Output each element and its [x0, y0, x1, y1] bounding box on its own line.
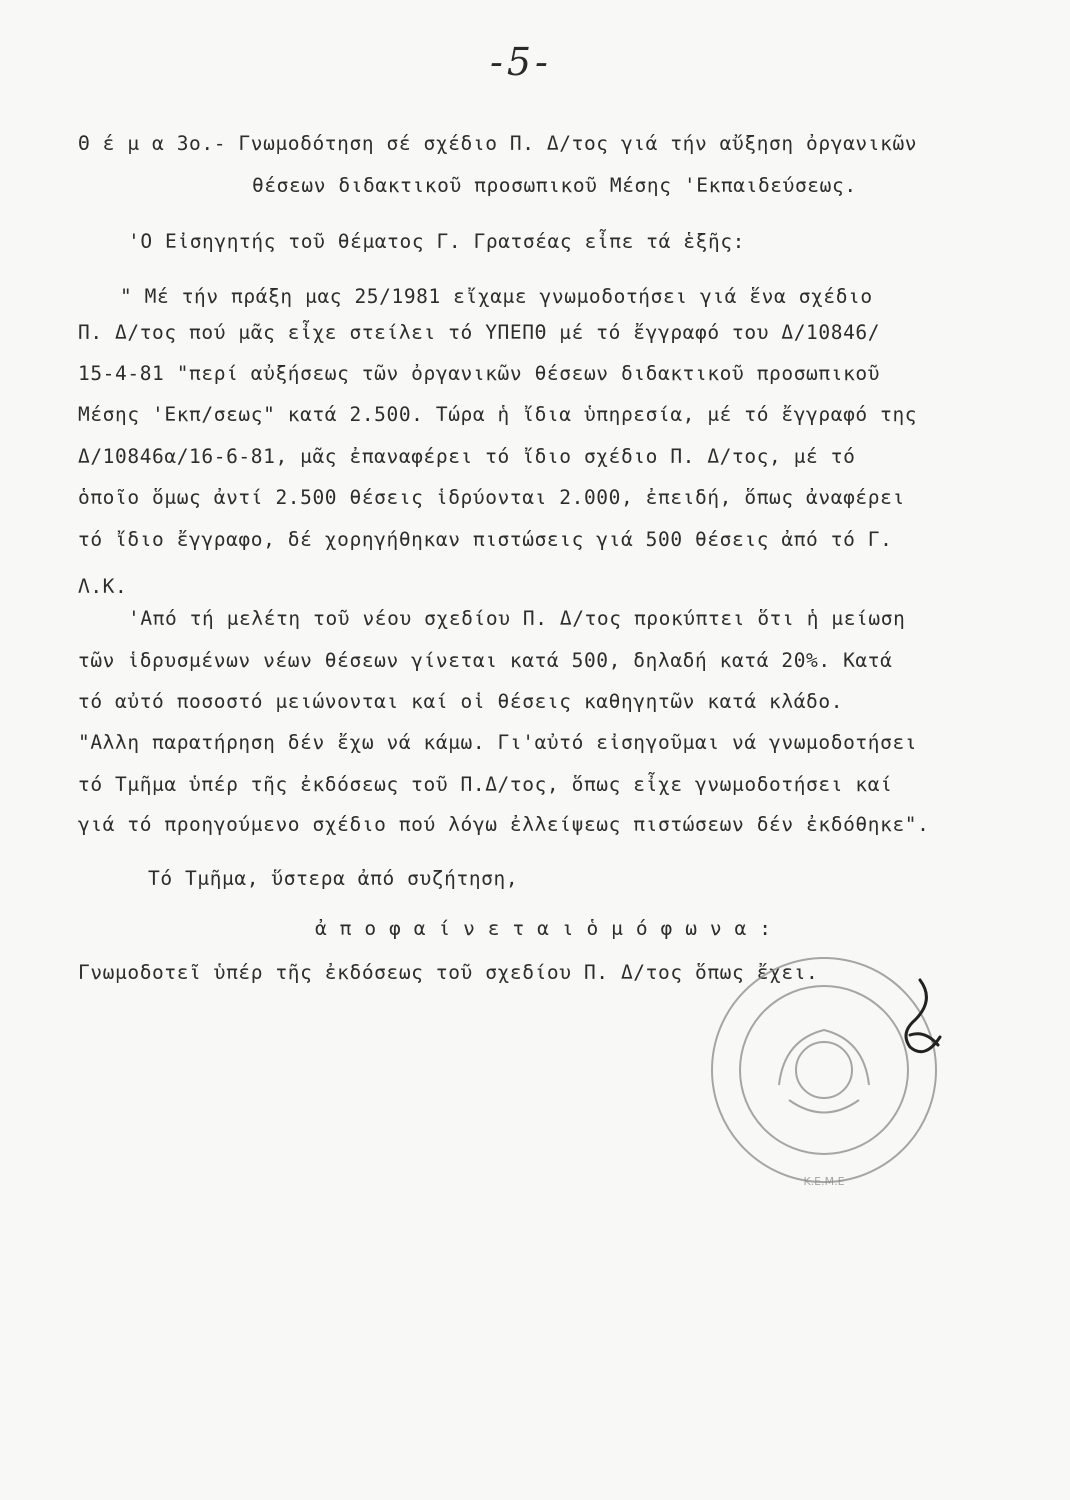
svg-text:Κ.Ε.Μ.Ε: Κ.Ε.Μ.Ε: [803, 1175, 845, 1188]
body-line-8: Λ.Κ.: [78, 575, 128, 598]
subject-line-2: θέσεων διδακτικοῦ προσωπικοῦ Μέσης 'Εκπαιδεύσεως.: [252, 174, 857, 197]
handwritten-signature: [880, 975, 950, 1065]
body-line-2: Π. Δ/τος πού μᾶς εἶχε στείλει τό ΥΠΕΠΘ μέ τό ἔγγραφό του Δ/10846/: [78, 321, 881, 344]
decision-heading: ἀ π ο φ α ί ν ε τ α ι ὁ μ ό φ ω ν α :: [315, 917, 772, 940]
body-line-7: τό ἴδιο ἔγγραφο, δέ χορηγήθηκαν πιστώσεις γιά 500 θέσεις ἀπό τό Γ.: [78, 528, 893, 551]
body-line-10: τῶν ἱδρυσμένων νέων θέσεων γίνεται κατά 500, δηλαδή κατά 20%. Κατά: [78, 649, 893, 672]
subject-line-1: Θ έ μ α 3ο.- Γνωμοδότηση σέ σχέδιο Π. Δ/τος γιά τήν αὔξηση ὀργανικῶν: [78, 132, 918, 155]
decision-text: Γνωμοδοτεῖ ὑπέρ τῆς ἐκδόσεως τοῦ σχεδίου Π. Δ/τος ὅπως ἔχει.: [78, 961, 819, 984]
body-line-11: τό αὐτό ποσοστό μειώνονται καί οἱ θέσεις καθηγητῶν κατά κλάδο.: [78, 690, 844, 713]
body-line-14: γιά τό προηγούμενο σχέδιο πού λόγω ἐλλείψεως πιστώσεων δέν ἐκδόθηκε".: [78, 813, 930, 836]
body-line-3: 15-4-81 "περί αὐξήσεως τῶν ὀργανικῶν θέσεων διδακτικοῦ προσωπικοῦ: [78, 362, 881, 385]
body-line-5: Δ/10846α/16-6-81, μᾶς ἐπαναφέρει τό ἴδιο σχέδιο Π. Δ/τος, μέ τό: [78, 445, 856, 468]
body-line-1: " Μέ τήν πράξη μας 25/1981 εἴχαμε γνωμοδοτήσει γιά ἕνα σχέδιο: [120, 285, 873, 308]
section-discussion: Τό Τμῆμα, ὕστερα ἀπό συζήτηση,: [148, 867, 519, 890]
rapporteur-intro: 'Ο Εἰσηγητής τοῦ θέματος Γ. Γρατσέας εἶπε τά ἑξῆς:: [128, 230, 745, 253]
page-number: -5-: [490, 40, 552, 84]
body-line-13: τό Τμῆμα ὑπέρ τῆς ἐκδόσεως τοῦ Π.Δ/τος, ὅπως εἶχε γνωμοδοτήσει καί: [78, 773, 893, 796]
body-line-9: 'Από τή μελέτη τοῦ νέου σχεδίου Π. Δ/τος προκύπτει ὅτι ἡ μείωση: [128, 607, 906, 630]
body-line-12: "Αλλη παρατήρηση δέν ἔχω νά κάμω. Γι'αὐτό εἰσηγοῦμαι νά γνωμοδοτήσει: [78, 731, 918, 754]
body-line-4: Μέσης 'Εκπ/σεως" κατά 2.500. Τώρα ἡ ἴδια ὑπηρεσία, μέ τό ἔγγραφό της: [78, 403, 918, 426]
body-line-6: ὁποῖο ὅμως ἀντί 2.500 θέσεις ἱδρύονται 2.000, ἐπειδή, ὅπως ἀναφέρει: [78, 486, 905, 509]
